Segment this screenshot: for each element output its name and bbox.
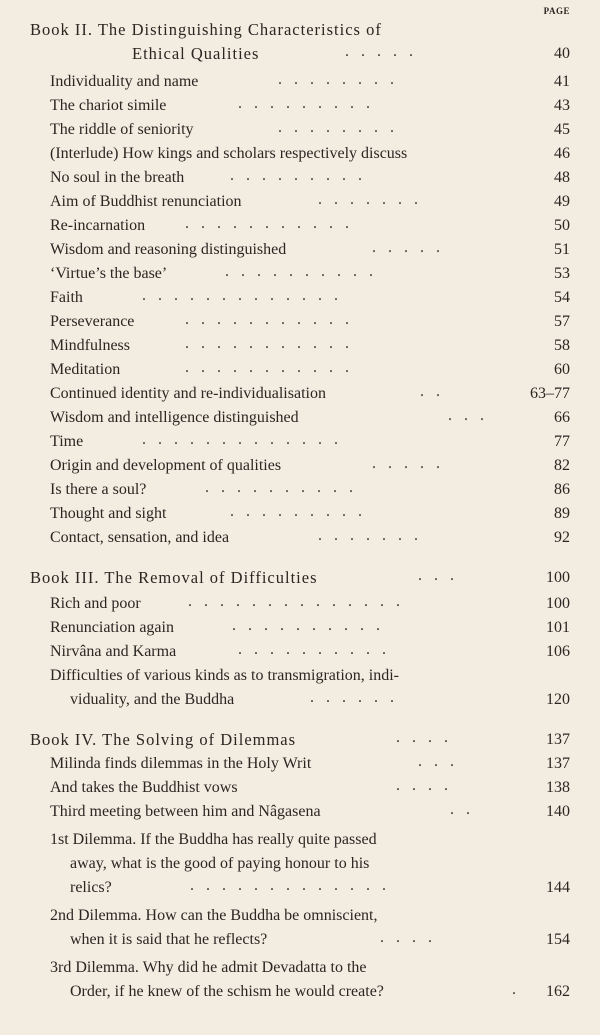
toc-entry: [0, 142, 600, 166]
entry-title: Difficulties of various kinds as to transmigration, indi-: [50, 667, 399, 684]
entry-title: Perseverance: [50, 313, 135, 330]
dot-leader: ...........: [185, 335, 361, 352]
entry-title: 2nd Dilemma. How can the Buddha be omniscient,: [50, 907, 378, 924]
toc-entry: [0, 592, 600, 616]
dot-leader: .....: [345, 43, 425, 60]
toc-entry: [0, 70, 600, 94]
toc-entry: [0, 406, 600, 430]
entry-page: 43: [554, 97, 570, 114]
toc-entry: [0, 166, 600, 190]
dot-leader: ......: [310, 689, 406, 706]
toc-entry: [0, 526, 600, 550]
dot-leader: .......: [318, 191, 430, 208]
dot-leader: ..: [450, 801, 482, 818]
toc-entry: [0, 382, 600, 406]
entry-page: 50: [554, 217, 570, 234]
toc-entry-cont: [0, 852, 600, 876]
entry-title: Meditation: [50, 361, 121, 378]
toc-entry: [0, 310, 600, 334]
toc-entry: [0, 502, 600, 526]
dot-leader: ....: [380, 929, 444, 946]
book-2-title-line-2: Ethical Qualities: [132, 44, 260, 63]
entry-page: 86: [554, 481, 570, 498]
entry-page: 106: [546, 643, 570, 660]
entry-page: 101: [546, 619, 570, 636]
dot-leader: ..: [420, 383, 452, 400]
dot-leader: ..........: [232, 617, 392, 634]
entry-title: Third meeting between him and Nâgasena: [50, 803, 321, 820]
toc-entry: [0, 664, 600, 688]
toc-entry: [0, 800, 600, 824]
entry-page: 46: [554, 145, 570, 162]
entry-title: ‘Virtue’s the base’: [50, 265, 168, 282]
toc-entry-cont: [0, 980, 600, 1004]
entry-title: Origin and development of qualities: [50, 457, 282, 474]
entry-title: Faith: [50, 289, 83, 306]
dot-leader: .....: [372, 239, 452, 256]
entry-page: 66: [554, 409, 570, 426]
entry-title: Rich and poor: [50, 595, 141, 612]
dot-leader: ...: [448, 407, 496, 424]
entry-title: Order, if he knew of the schism he would create?: [70, 983, 384, 1000]
dot-leader: .: [512, 981, 528, 998]
entry-page: 53: [554, 265, 570, 282]
entry-page: 49: [554, 193, 570, 210]
dot-leader: ..........: [205, 479, 365, 496]
book-4-title: Book IV. The Solving of Dilemmas: [30, 730, 297, 749]
entry-page: 41: [554, 73, 570, 90]
entry-title: Milinda finds dilemmas in the Holy Writ: [50, 755, 312, 772]
entry-title: Thought and sight: [50, 505, 167, 522]
dot-leader: ..........: [225, 263, 385, 280]
entry-page: 63–77: [530, 385, 570, 402]
dot-leader: ...: [418, 753, 466, 770]
toc-entry: [0, 904, 600, 928]
entry-page: 77: [554, 433, 570, 450]
book-4-page: 137: [546, 731, 570, 748]
book-2-heading-cont: [0, 42, 600, 66]
entry-title: relics?: [70, 879, 112, 896]
entry-title: Mindfulness: [50, 337, 130, 354]
dot-leader: .............: [190, 877, 398, 894]
entry-page: 89: [554, 505, 570, 522]
dot-leader: ...........: [185, 215, 361, 232]
entry-page: 57: [554, 313, 570, 330]
entry-page: 92: [554, 529, 570, 546]
toc-entry: [0, 478, 600, 502]
entry-title: Continued identity and re-individualisation: [50, 385, 326, 402]
entry-page: 162: [546, 983, 570, 1000]
entry-page: 58: [554, 337, 570, 354]
entry-page: 120: [546, 691, 570, 708]
entry-title: Nirvâna and Karma: [50, 643, 177, 660]
toc-entry: [0, 358, 600, 382]
dot-leader: .........: [238, 95, 382, 112]
entry-title: Wisdom and reasoning distinguished: [50, 241, 287, 258]
toc-entry: [0, 238, 600, 262]
toc-entry-cont: [0, 928, 600, 952]
entry-page: 45: [554, 121, 570, 138]
book-4-heading: [0, 728, 600, 752]
book-2-title-line-1: Book II. The Distinguishing Characteristics of: [30, 20, 382, 39]
book-3-title: Book III. The Removal of Difficulties: [30, 568, 318, 587]
toc-entry: [0, 262, 600, 286]
toc-entry: [0, 616, 600, 640]
dot-leader: .....: [372, 455, 452, 472]
entry-title: Renunciation again: [50, 619, 174, 636]
dot-leader: ....: [396, 777, 460, 794]
dot-leader: .........: [230, 167, 374, 184]
toc-entry: [0, 776, 600, 800]
entry-title: Aim of Buddhist renunciation: [50, 193, 242, 210]
entry-title: And takes the Buddhist vows: [50, 779, 238, 796]
dot-leader: .............: [142, 431, 350, 448]
dot-leader: ...........: [185, 359, 361, 376]
entry-title: Individuality and name: [50, 73, 199, 90]
entry-page: 137: [546, 755, 570, 772]
entry-title: when it is said that he reflects?: [70, 931, 268, 948]
entry-title: The chariot simile: [50, 97, 167, 114]
toc-entry: [0, 454, 600, 478]
dot-leader: ..........: [238, 641, 398, 658]
entry-title: (Interlude) How kings and scholars respectively discuss: [50, 145, 408, 162]
entry-page: 51: [554, 241, 570, 258]
toc-entry: [0, 118, 600, 142]
entry-title: Wisdom and intelligence distinguished: [50, 409, 299, 426]
dot-leader: .............: [142, 287, 350, 304]
dot-leader: ..............: [188, 593, 412, 610]
toc-entry: [0, 828, 600, 852]
page-column-label: PAGE: [543, 6, 570, 16]
book-2-page: 40: [554, 45, 570, 62]
toc-entry-cont: [0, 876, 600, 900]
toc-entry: [0, 94, 600, 118]
toc-entry: [0, 286, 600, 310]
entry-title: No soul in the breath: [50, 169, 185, 186]
entry-title: away, what is the good of paying honour to his: [70, 855, 370, 872]
entry-page: 82: [554, 457, 570, 474]
dot-leader: ...........: [185, 311, 361, 328]
toc-entry-cont: [0, 688, 600, 712]
dot-leader: ....: [396, 729, 460, 746]
entry-title: Time: [50, 433, 84, 450]
book-3-page: 100: [546, 569, 570, 586]
toc-entry: [0, 752, 600, 776]
entry-page: 100: [546, 595, 570, 612]
entry-title: Re-incarnation: [50, 217, 146, 234]
entry-title: viduality, and the Buddha: [70, 691, 235, 708]
entry-page: 154: [546, 931, 570, 948]
toc-entry: [0, 956, 600, 980]
book-3-heading: [0, 566, 600, 590]
entry-title: 1st Dilemma. If the Buddha has really quite passed: [50, 831, 377, 848]
dot-leader: ........: [278, 119, 406, 136]
dot-leader: .......: [318, 527, 430, 544]
entry-title: Contact, sensation, and idea: [50, 529, 230, 546]
toc-entry: [0, 190, 600, 214]
entry-page: 140: [546, 803, 570, 820]
entry-page: 144: [546, 879, 570, 896]
entry-title: 3rd Dilemma. Why did he admit Devadatta to the: [50, 959, 367, 976]
entry-page: 60: [554, 361, 570, 378]
entry-title: The riddle of seniority: [50, 121, 194, 138]
toc-entry: [0, 430, 600, 454]
toc-entry: [0, 334, 600, 358]
toc-entry: [0, 640, 600, 664]
entry-page: 54: [554, 289, 570, 306]
entry-page: 138: [546, 779, 570, 796]
entry-title: Is there a soul?: [50, 481, 147, 498]
dot-leader: ........: [278, 71, 406, 88]
entry-page: 48: [554, 169, 570, 186]
dot-leader: ...: [418, 567, 466, 584]
toc-entry: [0, 214, 600, 238]
book-2-heading: [0, 18, 600, 42]
dot-leader: .........: [230, 503, 374, 520]
